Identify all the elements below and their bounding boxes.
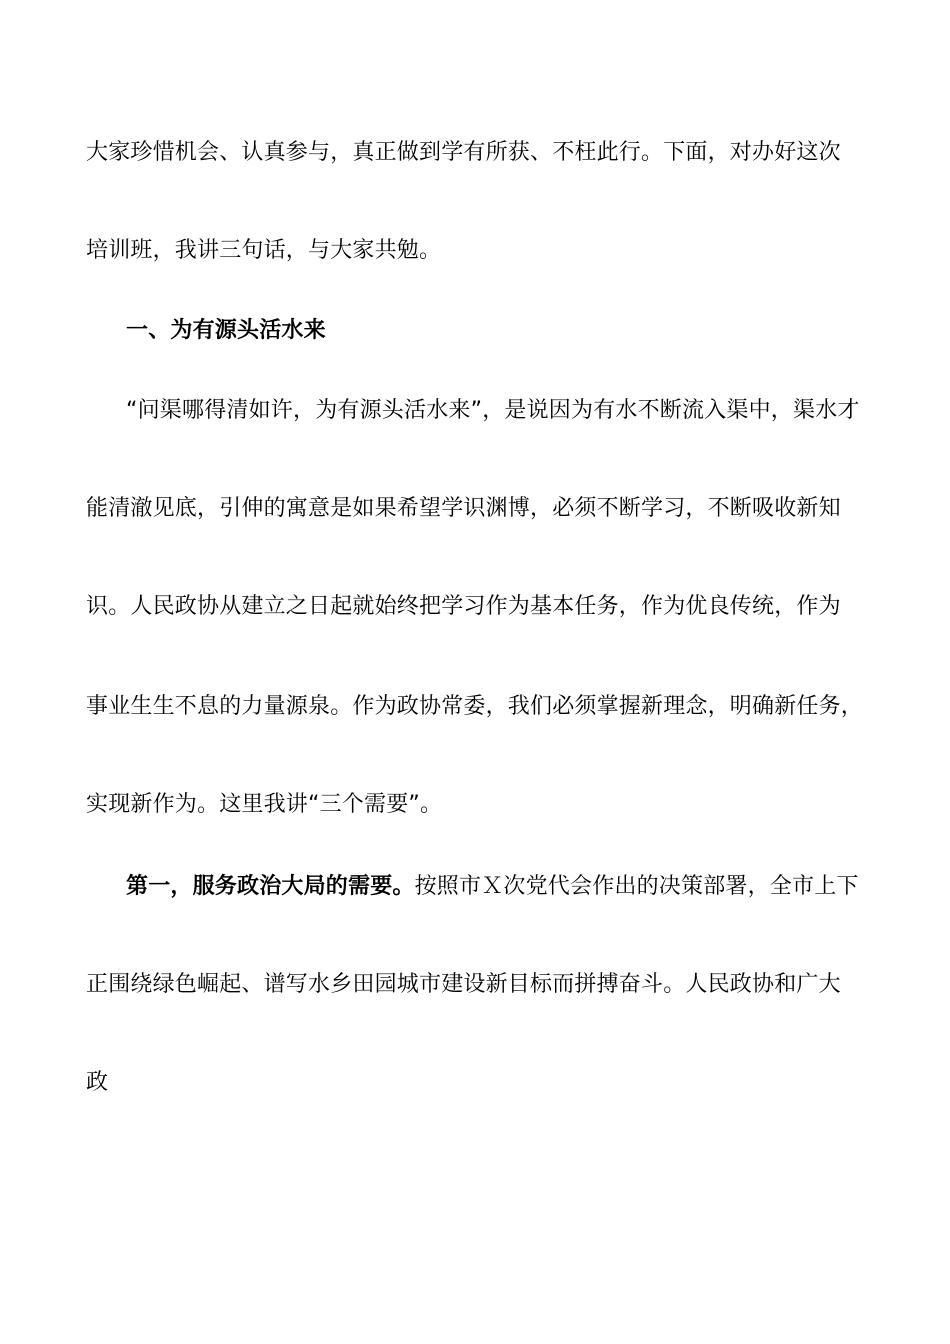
paragraph-line: 识。人民政协从建立之日起就始终把学习作为基本任务，作为优良传统，作为 (86, 594, 841, 619)
paragraph-line: 实现新作为。这里我讲“三个需要”。 (86, 792, 443, 817)
paragraph-line: 政 (86, 1070, 109, 1095)
subsection-lead: 第一，服务政治大局的需要。 (126, 874, 415, 899)
paragraph-line (126, 872, 876, 902)
paragraph-line: 事业生生不息的力量源泉。作为政协常委，我们必须掌握新理念，明确新任务， (86, 694, 864, 719)
paragraph-line: 培训班，我讲三句话，与大家共勉。 (86, 238, 442, 263)
paragraph-line: 能清澈见底，引伸的寓意是如果希望学识渊博，必须不断学习，不断吸收新知 (86, 496, 841, 521)
section-heading: 一、为有源头活水来 (126, 318, 326, 343)
paragraph-line: 正围绕绿色崛起、谱写水乡田园城市建设新目标而拼搏奋斗。人民政协和广大 (86, 972, 841, 997)
paragraph-text: 按照市Ｘ次党代会作出的决策部署，全市上下 (414, 874, 859, 899)
paragraph-line: “问渠哪得清如许，为有源头活水来”，是说因为有水不断流入渠中，渠水才 (126, 398, 860, 423)
paragraph-line: 大家珍惜机会、认真参与，真正做到学有所获、不枉此行。下面，对办好这次 (86, 140, 841, 165)
